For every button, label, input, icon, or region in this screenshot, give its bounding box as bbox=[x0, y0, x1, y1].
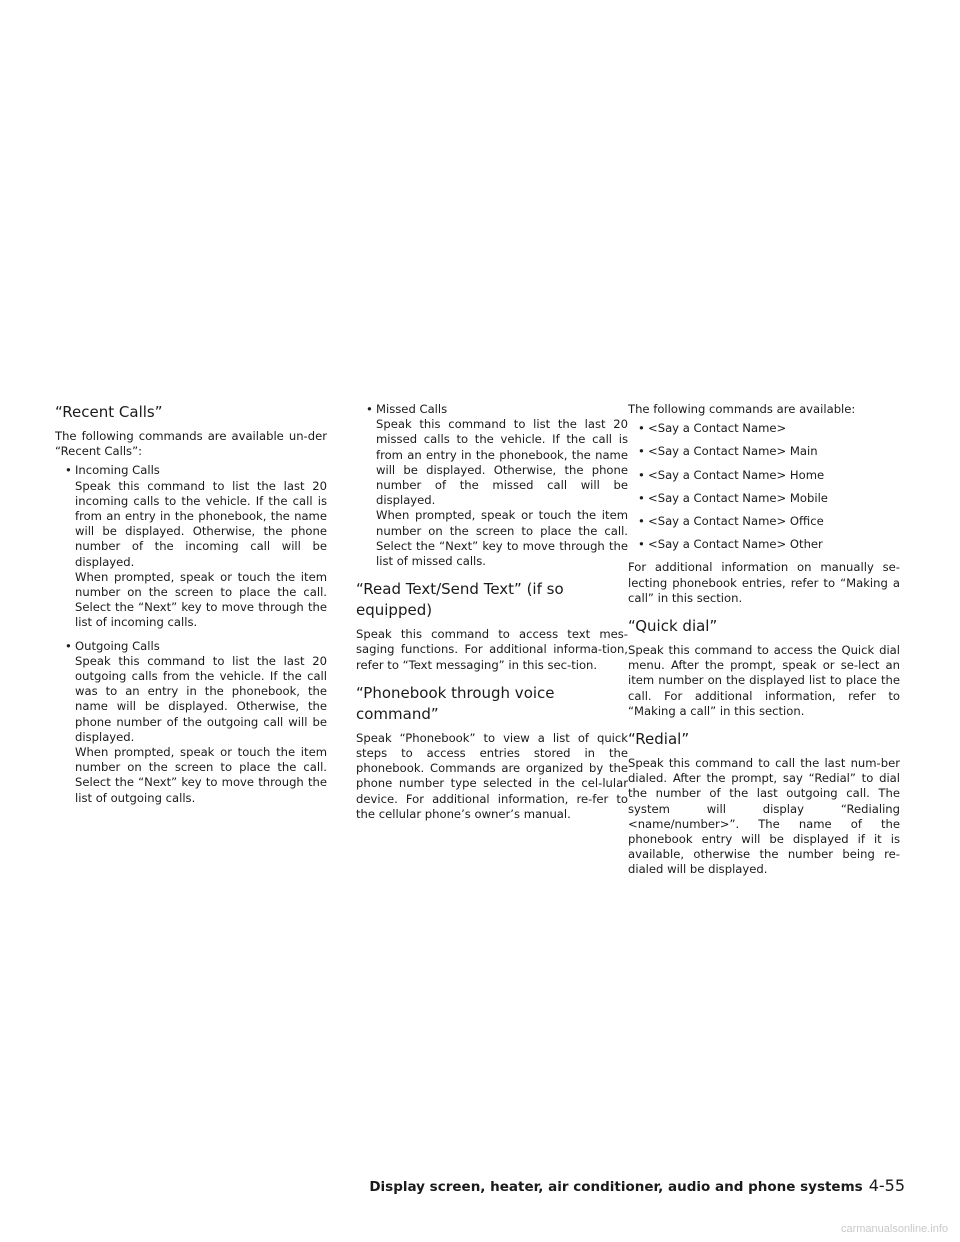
column-middle bbox=[356, 402, 628, 826]
commands-list bbox=[628, 421, 900, 552]
list-item-outgoing-calls bbox=[55, 639, 327, 806]
redial-body: Speak this command to call the last num-ber dialed. After the prompt, say “Redial” to dial the number of the last outgoing call. The system will display “Redialing <name/number>”. The name of the phonebook entry will be displayed if it is available, otherwise the number being re-dialed will be displayed. bbox=[628, 756, 900, 877]
list-item bbox=[628, 537, 900, 552]
section-title: Display screen, heater, air conditioner, audio and phone systems bbox=[369, 1179, 863, 1195]
item-label: Outgoing Calls bbox=[75, 638, 160, 653]
item-paragraph: When prompted, speak or touch the item number on the screen to place the call. Select the “Next” key to move through the list of incoming calls. bbox=[75, 569, 327, 630]
heading-quick-dial: “Quick dial” bbox=[628, 617, 718, 636]
command-text: <Say a Contact Name> Mobile bbox=[648, 490, 828, 505]
heading-redial: “Redial” bbox=[628, 730, 690, 749]
item-paragraph: Speak this command to list the last 20 incoming calls to the vehicle. If the call is from an entry in the phonebook, the name will be displayed. Otherwise, the phone number of the incoming call will be displayed. bbox=[75, 478, 327, 569]
bullet-icon: • bbox=[65, 638, 72, 653]
list-item bbox=[628, 444, 900, 459]
phonebook-voice-body: Speak “Phonebook” to view a list of quick steps to access entries stored in the phonebook. Commands are organized by the phone number type selected in the cel-lular device. For additional information, re-fer to the cellular phone’s owner’s manual. bbox=[356, 730, 628, 821]
item-paragraph: Speak this command to list the last 20 outgoing calls from the vehicle. If the call was to an entry in the phonebook, the name will be displayed. Otherwise, the phone number of the outgoing call will be displayed. bbox=[75, 653, 327, 744]
item-label: Incoming Calls bbox=[75, 463, 160, 478]
command-text: <Say a Contact Name> Office bbox=[648, 514, 824, 529]
watermark: carmanualsonline.info bbox=[840, 1223, 948, 1235]
command-text: <Say a Contact Name> Main bbox=[648, 444, 818, 459]
command-text: <Say a Contact Name> bbox=[648, 421, 787, 436]
quick-dial-body: Speak this command to access the Quick dial menu. After the prompt, speak or se-lect an item number on the displayed list to place the call. For additional information, refer to “Making a call” in this section. bbox=[628, 643, 900, 718]
column-left bbox=[55, 402, 327, 814]
heading-phonebook-voice: “Phonebook through voice command” bbox=[356, 683, 555, 723]
recent-calls-list bbox=[55, 463, 327, 805]
read-send-text-body: Speak this command to access text mes-saging functions. For additional informa-tion, refer to “Text messaging” in this sec-tion. bbox=[356, 627, 628, 672]
list-item bbox=[628, 491, 900, 506]
list-item-missed-calls bbox=[356, 402, 628, 569]
command-text: <Say a Contact Name> Other bbox=[648, 537, 823, 552]
additional-info: For additional information on manually se-lecting phonebook entries, refer to “Making a call” in this section. bbox=[628, 560, 900, 605]
column-right bbox=[628, 402, 900, 882]
bullet-icon: • bbox=[65, 463, 72, 478]
list-item bbox=[628, 514, 900, 529]
bullet-icon: • bbox=[366, 402, 373, 416]
list-item bbox=[628, 468, 900, 483]
heading-recent-calls: “Recent Calls” bbox=[55, 403, 163, 421]
bullet-icon: • bbox=[638, 514, 645, 529]
bullet-icon: • bbox=[638, 537, 645, 552]
commands-intro: The following commands are available: bbox=[628, 402, 856, 416]
bullet-icon: • bbox=[638, 467, 645, 482]
item-paragraph: Speak this command to list the last 20 missed calls to the vehicle. If the call is from an entry in the phonebook, the name will be displayed. Otherwise, the phone number of the missed call will be displayed. bbox=[376, 417, 628, 508]
list-item-incoming-calls bbox=[55, 463, 327, 630]
command-text: <Say a Contact Name> Home bbox=[648, 467, 825, 482]
page-footer bbox=[330, 1176, 905, 1197]
item-paragraph: When prompted, speak or touch the item number on the screen to place the call. Select the “Next” key to move through the list of outgoing calls. bbox=[75, 745, 327, 805]
item-label: Missed Calls bbox=[376, 402, 448, 416]
recent-calls-intro: The following commands are available un-der “Recent Calls”: bbox=[55, 429, 327, 459]
bullet-icon: • bbox=[638, 490, 645, 505]
page-number: 4-55 bbox=[868, 1176, 905, 1195]
heading-read-send-text: “Read Text/Send Text” (if so equipped) bbox=[356, 580, 564, 620]
item-paragraph: When prompted, speak or touch the item number on the screen to place the call. Select the “Next” key to move through the list of missed calls. bbox=[376, 508, 628, 569]
list-item bbox=[628, 421, 900, 436]
bullet-icon: • bbox=[638, 421, 645, 436]
bullet-icon: • bbox=[638, 444, 645, 459]
